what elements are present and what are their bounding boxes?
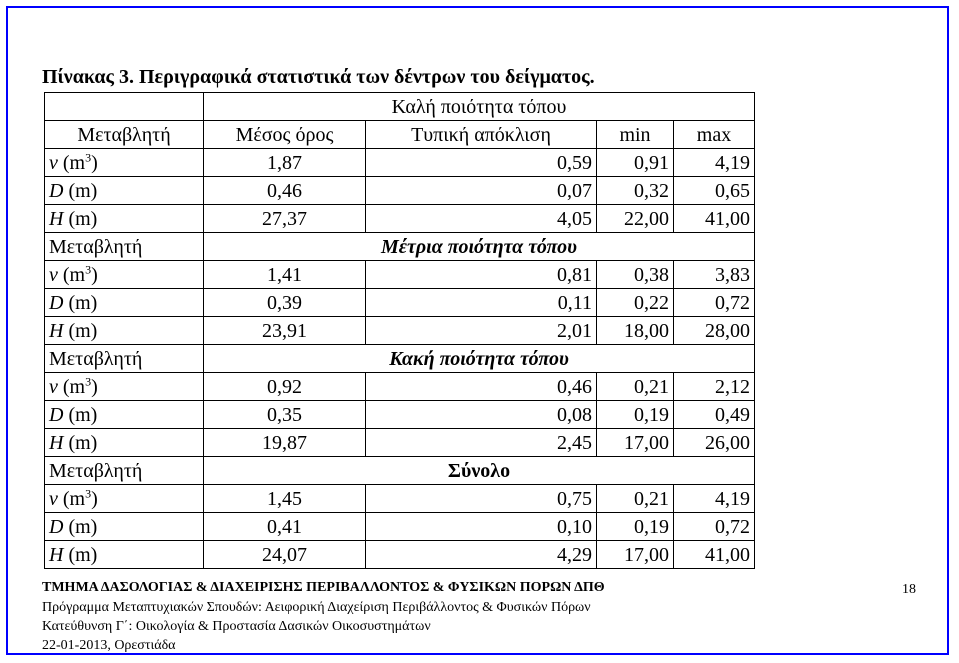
table-row	[45, 317, 755, 345]
unit-close: )	[91, 263, 98, 286]
header-min: min	[597, 121, 674, 149]
table-row	[45, 289, 755, 317]
variable-cell	[45, 429, 204, 457]
variable-unit: (m)	[63, 319, 98, 342]
unit-close: )	[91, 151, 98, 174]
max-cell: 41,00	[674, 205, 755, 233]
max-cell: 0,65	[674, 177, 755, 205]
group4-rows	[45, 485, 755, 569]
max-cell: 4,19	[674, 149, 755, 177]
sd-cell: 2,45	[366, 429, 597, 457]
sd-cell: 2,01	[366, 317, 597, 345]
unit-exponent: 3	[85, 261, 92, 276]
variable-unit: (m)	[63, 515, 98, 538]
variable-unit: (m)	[63, 403, 98, 426]
table-row	[45, 429, 755, 457]
table-row	[45, 513, 755, 541]
group3-label: Μεταβλητή	[45, 345, 204, 373]
min-cell: 17,00	[597, 541, 674, 569]
mean-cell: 23,91	[204, 317, 366, 345]
max-cell: 26,00	[674, 429, 755, 457]
variable-unit: (m	[57, 151, 86, 174]
mean-cell: 0,41	[204, 513, 366, 541]
header-row	[45, 121, 755, 149]
group4-title: Σύνολο	[204, 457, 755, 485]
min-cell: 0,91	[597, 149, 674, 177]
min-cell: 0,32	[597, 177, 674, 205]
mean-cell: 1,87	[204, 149, 366, 177]
min-cell: 18,00	[597, 317, 674, 345]
min-cell: 0,38	[597, 261, 674, 289]
statistics-table	[44, 92, 755, 569]
unit-close: )	[91, 487, 98, 510]
unit-exponent: 3	[85, 149, 92, 164]
table-caption: Πίνακας 3. Περιγραφικά στατιστικά των δέντρων του δείγματος.	[42, 66, 595, 88]
sd-cell: 0,07	[366, 177, 597, 205]
min-cell: 0,19	[597, 513, 674, 541]
variable-cell	[45, 485, 204, 513]
table-row	[45, 205, 755, 233]
variable-unit: (m	[57, 263, 86, 286]
max-cell: 2,12	[674, 373, 755, 401]
footer-department: ΤΜΗΜΑ ΔΑΣΟΛΟΓΙΑΣ & ΔΙΑΧΕΙΡΙΣΗΣ ΠΕΡΙΒΑΛΛΟΝΤΟΣ & ΦΥΣΙΚΩΝ ΠΟΡΩΝ ΔΠΘ	[42, 580, 605, 595]
group2-rows	[45, 261, 755, 345]
mean-cell: 19,87	[204, 429, 366, 457]
variable-unit: (m)	[63, 291, 98, 314]
unit-exponent: 3	[85, 373, 92, 388]
max-cell: 28,00	[674, 317, 755, 345]
sd-cell: 0,59	[366, 149, 597, 177]
mean-cell: 1,45	[204, 485, 366, 513]
variable-symbol: H	[49, 431, 64, 454]
group3-title: Κακή ποιότητα τόπου	[204, 345, 755, 373]
footer-direction: Κατεύθυνση Γ΄: Οικολογία & Προστασία Δασικών Οικοσυστημάτων	[42, 619, 431, 634]
mean-cell: 0,39	[204, 289, 366, 317]
variable-cell	[45, 541, 204, 569]
variable-unit: (m)	[63, 431, 98, 454]
group1-title-row	[45, 93, 755, 121]
variable-symbol: H	[49, 319, 64, 342]
max-cell: 41,00	[674, 541, 755, 569]
sd-cell: 0,08	[366, 401, 597, 429]
mean-cell: 0,46	[204, 177, 366, 205]
footer-program: Πρόγραμμα Μεταπτυχιακών Σπουδών: Αειφορική Διαχείριση Περιβάλλοντος & Φυσικών Πόρων	[42, 600, 591, 615]
group4-title-row	[45, 457, 755, 485]
variable-symbol: H	[49, 543, 64, 566]
table-row	[45, 485, 755, 513]
page-number: 18	[902, 582, 916, 597]
header-mean: Μέσος όρος	[204, 121, 366, 149]
max-cell: 0,49	[674, 401, 755, 429]
group2-title-row	[45, 233, 755, 261]
variable-unit: (m	[57, 487, 86, 510]
variable-cell	[45, 289, 204, 317]
group4-label: Μεταβλητή	[45, 457, 204, 485]
variable-cell	[45, 205, 204, 233]
min-cell: 0,21	[597, 373, 674, 401]
variable-symbol: D	[49, 403, 64, 426]
group1-rows	[45, 149, 755, 233]
empty-cell	[45, 93, 204, 121]
sd-cell: 0,81	[366, 261, 597, 289]
mean-cell: 0,35	[204, 401, 366, 429]
group2-label: Μεταβλητή	[45, 233, 204, 261]
min-cell: 0,21	[597, 485, 674, 513]
variable-symbol: v	[49, 487, 58, 510]
table-row	[45, 401, 755, 429]
group2-title: Μέτρια ποιότητα τόπου	[204, 233, 755, 261]
min-cell: 0,19	[597, 401, 674, 429]
variable-symbol: D	[49, 515, 64, 538]
table-row	[45, 373, 755, 401]
sd-cell: 4,29	[366, 541, 597, 569]
max-cell: 0,72	[674, 289, 755, 317]
mean-cell: 1,41	[204, 261, 366, 289]
variable-cell	[45, 317, 204, 345]
sd-cell: 0,75	[366, 485, 597, 513]
variable-symbol: D	[49, 291, 64, 314]
group1-title: Καλή ποιότητα τόπου	[204, 93, 755, 121]
table-row	[45, 261, 755, 289]
sd-cell: 0,10	[366, 513, 597, 541]
min-cell: 17,00	[597, 429, 674, 457]
variable-symbol: D	[49, 179, 64, 202]
variable-cell	[45, 373, 204, 401]
mean-cell: 24,07	[204, 541, 366, 569]
table-row	[45, 177, 755, 205]
max-cell: 3,83	[674, 261, 755, 289]
variable-symbol: H	[49, 207, 64, 230]
footer-date-place: 22-01-2013, Ορεστιάδα	[42, 638, 176, 653]
variable-cell	[45, 513, 204, 541]
mean-cell: 27,37	[204, 205, 366, 233]
variable-cell	[45, 401, 204, 429]
unit-exponent: 3	[85, 485, 92, 500]
max-cell: 4,19	[674, 485, 755, 513]
sd-cell: 0,11	[366, 289, 597, 317]
variable-unit: (m)	[63, 543, 98, 566]
header-sd: Τυπική απόκλιση	[366, 121, 597, 149]
group3-rows	[45, 373, 755, 457]
max-cell: 0,72	[674, 513, 755, 541]
group3-title-row	[45, 345, 755, 373]
variable-cell	[45, 177, 204, 205]
variable-symbol: v	[49, 375, 58, 398]
table-row	[45, 149, 755, 177]
unit-close: )	[91, 375, 98, 398]
header-variable: Μεταβλητή	[45, 121, 204, 149]
variable-unit: (m)	[63, 179, 98, 202]
min-cell: 22,00	[597, 205, 674, 233]
min-cell: 0,22	[597, 289, 674, 317]
mean-cell: 0,92	[204, 373, 366, 401]
variable-cell	[45, 149, 204, 177]
variable-cell	[45, 261, 204, 289]
variable-symbol: v	[49, 263, 58, 286]
header-max: max	[674, 121, 755, 149]
sd-cell: 0,46	[366, 373, 597, 401]
table-row	[45, 541, 755, 569]
variable-symbol: v	[49, 151, 58, 174]
variable-unit: (m	[57, 375, 86, 398]
variable-unit: (m)	[63, 207, 98, 230]
sd-cell: 4,05	[366, 205, 597, 233]
